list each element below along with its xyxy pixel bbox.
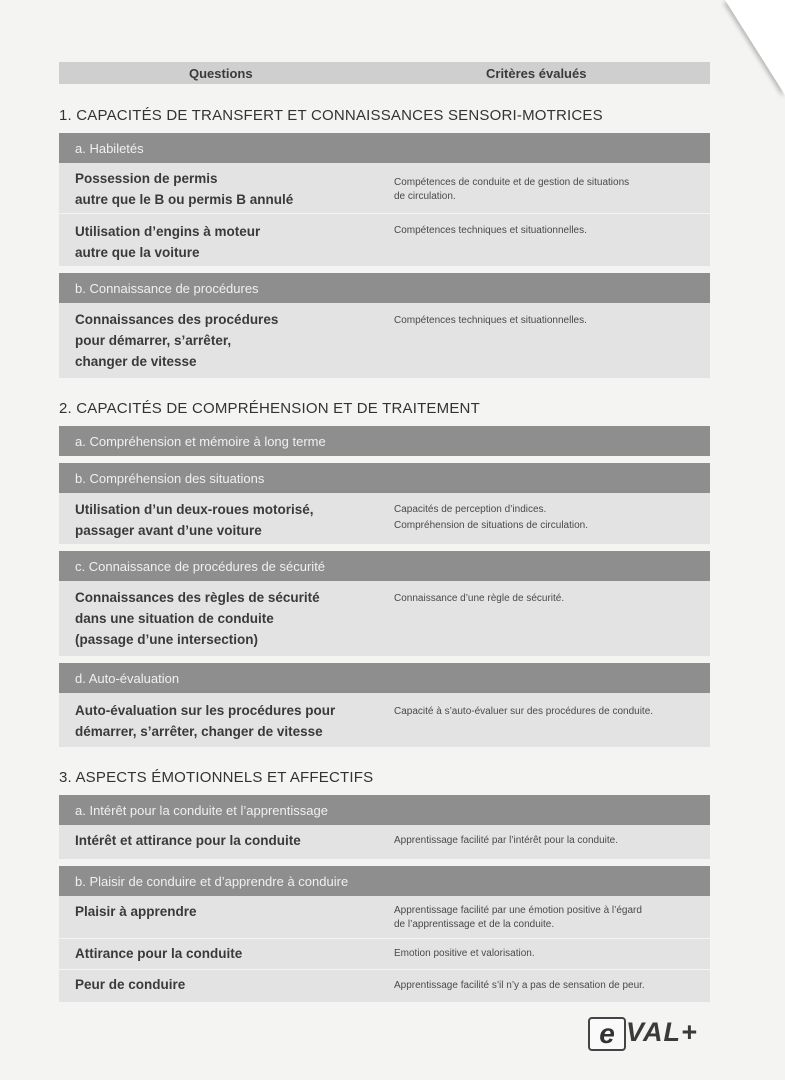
question-text: Connaissances des procédures pour démarrer, s’arrêter, changer de vitesse <box>75 312 279 369</box>
section-title-3: 3. ASPECTS ÉMOTIONNELS ET AFFECTIFS <box>59 769 374 786</box>
table-row <box>59 493 710 544</box>
criteria-text: Connaissance d’une règle de sécurité. <box>394 593 565 604</box>
question-text: Auto-évaluation sur les procédures pour démarrer, s’arrêter, changer de vitesse <box>75 703 336 739</box>
question-text: Possession de permis autre que le B ou permis B annulé <box>75 171 294 207</box>
criteria-text: Emotion positive et valorisation. <box>394 948 535 959</box>
subsection-label: d. Auto-évaluation <box>75 671 180 686</box>
question-text: Utilisation d’un deux-roues motorisé, passager avant d’une voiture <box>75 502 314 538</box>
subsection-label: a. Habiletés <box>75 141 144 156</box>
folded-page-corner <box>725 0 785 95</box>
criteria-text: Apprentissage facilité par une émotion positive à l’égard de l’apprentissage et de la conduite. <box>394 905 642 930</box>
table-row <box>59 163 710 213</box>
subsection-header <box>59 551 710 581</box>
criteria-text: Capacités de perception d’indices. Compréhension de situations de circulation. <box>394 504 588 531</box>
column-header-questions: Questions <box>189 66 253 81</box>
question-text: Intérêt et attirance pour la conduite <box>75 833 301 848</box>
subsection-label: c. Connaissance de procédures de sécurité <box>75 559 326 574</box>
eval-plus-logo <box>588 1015 708 1049</box>
section-title-1: 1. CAPACITÉS DE TRANSFERT ET CONNAISSANCES SENSORI-MOTRICES <box>59 107 603 124</box>
subsection-label: a. Compréhension et mémoire à long terme <box>75 434 326 449</box>
criteria-text: Apprentissage facilité s’il n’y a pas de sensation de peur. <box>394 980 645 991</box>
question-text: Connaissances des règles de sécurité dans une situation de conduite (passage d’une intersection) <box>75 590 320 647</box>
logo-text: VAL+ <box>626 1017 698 1047</box>
criteria-text: Compétences de conduite et de gestion de situations de circulation. <box>394 177 630 202</box>
table-row <box>59 896 710 938</box>
table-row <box>59 970 710 1002</box>
subsection-label: b. Connaissance de procédures <box>75 281 259 296</box>
table-row <box>59 581 710 656</box>
column-header-criteria: Critères évalués <box>486 66 587 81</box>
question-text: Plaisir à apprendre <box>75 904 197 919</box>
criteria-text: Compétences techniques et situationnelles. <box>394 225 587 236</box>
question-text: Utilisation d’engins à moteur autre que la voiture <box>75 224 261 260</box>
section-title-2: 2. CAPACITÉS DE COMPRÉHENSION ET DE TRAITEMENT <box>59 400 480 417</box>
criteria-text: Compétences techniques et situationnelles. <box>394 315 587 326</box>
subsection-header <box>59 795 710 825</box>
question-text: Peur de conduire <box>75 977 186 992</box>
criteria-text: Capacité à s’auto-évaluer sur des procédures de conduite. <box>394 706 654 717</box>
table-row <box>59 939 710 969</box>
subsection-header <box>59 273 710 303</box>
table-header <box>59 62 710 84</box>
table-row <box>59 214 710 266</box>
subsection-label: a. Intérêt pour la conduite et l’apprentissage <box>75 803 328 818</box>
question-text: Attirance pour la conduite <box>75 946 243 961</box>
subsection-header <box>59 133 710 163</box>
logo-e-mark: e <box>588 1017 626 1051</box>
table-row <box>59 693 710 747</box>
subsection-header <box>59 866 710 896</box>
subsection-header <box>59 663 710 693</box>
subsection-header <box>59 463 710 493</box>
subsection-label: b. Compréhension des situations <box>75 471 265 486</box>
criteria-text: Apprentissage facilité par l’intérêt pour la conduite. <box>394 835 619 846</box>
table-row <box>59 303 710 378</box>
table-row <box>59 825 710 859</box>
subsection-label: b. Plaisir de conduire et d’apprendre à conduire <box>75 874 349 889</box>
subsection-header <box>59 426 710 456</box>
